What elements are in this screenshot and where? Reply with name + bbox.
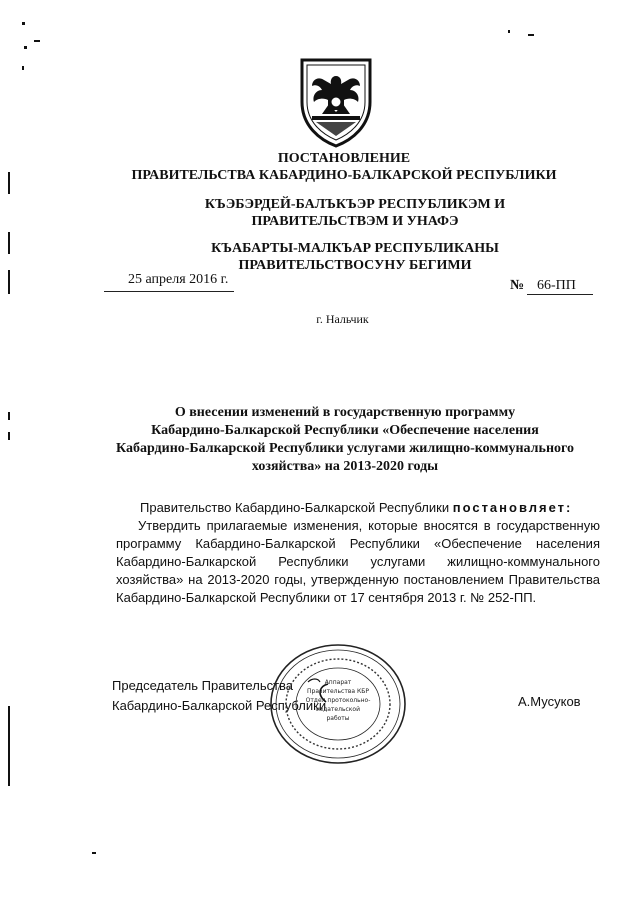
title-kabardian: КЪЭБЭРДЕЙ-БАЛЪКЪЭР РЕСПУБЛИКЭМ И ПРАВИТЕЛЬСТВЭМ И УНАФЭ [204,197,506,229]
scan-artifact [24,46,27,49]
margin-line [8,706,10,786]
city: г. Нальчик [316,312,369,326]
signatory-name: А.Мусуков [518,694,581,709]
stamp-line-1: Аппарат [324,679,352,686]
subject-line-2: Кабардино-Балкарской Республики «Обеспечение населения [151,423,539,438]
scan-artifact [34,40,40,42]
title-line-2: ПРАВИТЕЛЬСТВА КАБАРДИНО-БАЛКАРСКОЙ РЕСПУБЛИКИ [131,168,557,183]
position-line-1: Председатель Правительства [112,678,294,693]
stamp-line-2: Правительства КБР [307,688,369,695]
coat-of-arms-emblem [296,56,376,148]
scan-artifact [508,30,510,33]
intro-text: Правительство Кабардино-Балкарской Республики [140,500,450,515]
position-line-2: Кабардино-Балкарской Республики [112,698,327,713]
resolution-paragraph: Утвердить прилагаемые изменения, которые вносятся в государственную программу Кабардино-Балкарской Республики «Обеспечение населения Кабардино-Балкарской Республики услугами жилищно-коммунального хозяйства» на 2013-2020 годы, утвержденную постановлением Правительства Кабардино-Балкарской Республики от 17 сентября 2013 г. № 252-ПП. [116,518,600,605]
margin-line [8,432,10,440]
intro-line [140,500,572,515]
official-seal-stamp [268,642,408,766]
margin-line [8,270,10,294]
scan-artifact [22,66,24,70]
resolves-text: постановляет: [452,500,573,515]
margin-line [8,232,10,254]
stamp-line-3: Отдел протокольно- [305,697,371,704]
stamp-line-5: работы [326,715,350,722]
scan-artifact [528,34,534,36]
number-label: № [510,278,525,293]
margin-line [8,412,10,420]
subject-line-4: хозяйства» на 2013-2020 годы [251,459,439,474]
document-subject [90,404,600,476]
stamp-line-4: издательской [316,706,360,713]
margin-line [8,172,10,194]
document-title [0,150,640,184]
subject-line-1: О внесении изменений в государственную программу [174,405,516,420]
scan-artifact [92,852,96,854]
title-line-1: ПОСТАНОВЛЕНИЕ [277,151,411,166]
document-date: 25 апреля 2016 г. [104,272,234,292]
scan-artifact [22,22,25,25]
title-balkar: КЪАБАРТЫ-МАЛКЪАР РЕСПУБЛИКАНЫ ПРАВИТЕЛЬСТВОСУНУ БЕГИМИ [211,241,499,273]
subject-line-3: Кабардино-Балкарской Республики услугами жилищно-коммунального [115,441,575,456]
document-number: 66-ПП [527,278,593,295]
